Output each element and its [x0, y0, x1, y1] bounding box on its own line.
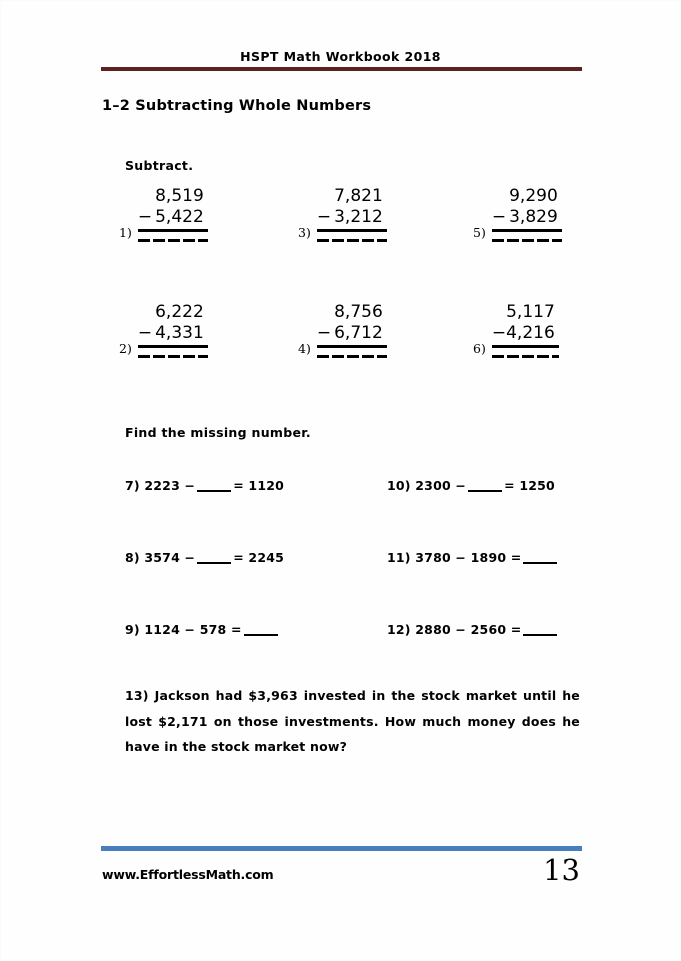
subtrahend: 3,829	[509, 206, 558, 227]
answer-blank[interactable]	[492, 239, 562, 242]
subtrahend: 3,212	[334, 206, 383, 227]
vertical-problem-5	[473, 186, 562, 242]
missing-number-blank[interactable]	[523, 634, 557, 636]
missing-number-problem-11	[387, 550, 559, 565]
missing-number-blank[interactable]	[523, 562, 557, 564]
expression-post: = 2245	[233, 550, 285, 565]
answer-blank[interactable]	[317, 239, 387, 242]
problem-number: 6)	[473, 341, 486, 357]
answer-blank[interactable]	[492, 355, 559, 358]
problem-stack	[492, 302, 559, 358]
word-problem-13: 13) Jackson had $3,963 invested in the stock market until he lost $2,171 on those investments. How much money does he have in the stock market now?	[125, 688, 580, 755]
problem-number: 7)	[125, 478, 140, 493]
expression-post: = 1250	[504, 478, 555, 493]
minus-operator: −	[316, 322, 332, 343]
subtrahend-row	[492, 323, 559, 344]
page-number: 13	[543, 853, 580, 887]
problem-stack	[492, 186, 562, 242]
problem-stack	[138, 186, 208, 242]
vertical-problem-6	[473, 302, 559, 358]
instruction-find-missing-number: Find the missing number.	[125, 425, 311, 440]
missing-number-problem-12	[387, 622, 559, 637]
minuend: 5,117	[506, 302, 555, 322]
expression-post: = 1120	[233, 478, 285, 493]
vertical-problem-4	[298, 302, 387, 358]
footer-website-url[interactable]: www.EffortlessMath.com	[102, 867, 274, 882]
expression-pre: 2300 −	[415, 478, 467, 493]
problem-number: 8)	[125, 550, 140, 565]
minus-operator: −	[491, 322, 507, 343]
minus-operator: −	[137, 322, 153, 343]
subtrahend: 5,422	[155, 206, 204, 227]
subtrahend-row	[138, 323, 208, 344]
expression-pre: 3780 − 1890 =	[415, 550, 522, 565]
problem-number: 11)	[387, 550, 411, 565]
subtrahend: 4,216	[506, 322, 555, 343]
expression-pre: 3574 −	[144, 550, 196, 565]
subtrahend: 6,712	[334, 322, 383, 343]
missing-number-problem-10	[387, 478, 555, 493]
subtrahend: 4,331	[155, 322, 204, 343]
problem-stack	[317, 186, 387, 242]
problem-number: 12)	[387, 622, 411, 637]
expression-pre: 1124 − 578 =	[144, 622, 242, 637]
header-rule	[101, 67, 582, 71]
minus-operator: −	[137, 206, 153, 227]
subtrahend-row	[317, 323, 387, 344]
answer-blank[interactable]	[317, 355, 387, 358]
missing-number-blank[interactable]	[197, 562, 231, 564]
answer-blank[interactable]	[138, 355, 208, 358]
problem-number: 3)	[298, 225, 311, 241]
minuend: 6,222	[155, 302, 204, 322]
footer-rule	[101, 846, 582, 851]
missing-number-problem-9	[125, 622, 280, 637]
vertical-problem-2	[119, 302, 208, 358]
missing-number-problem-7	[125, 478, 284, 493]
problem-number: 10)	[387, 478, 411, 493]
subtrahend-row	[138, 207, 208, 228]
subtraction-rule	[492, 229, 562, 232]
minuend: 8,756	[334, 302, 383, 322]
subtrahend-row	[492, 207, 562, 228]
vertical-problem-3	[298, 186, 387, 242]
running-head: HSPT Math Workbook 2018	[240, 49, 441, 64]
answer-blank[interactable]	[138, 239, 208, 242]
subtraction-rule	[317, 345, 387, 348]
subtrahend-row	[317, 207, 387, 228]
minus-operator: −	[491, 206, 507, 227]
minus-operator: −	[316, 206, 332, 227]
problem-number: 1)	[119, 225, 132, 241]
minuend: 8,519	[155, 186, 204, 206]
subtraction-rule	[138, 345, 208, 348]
expression-pre: 2880 − 2560 =	[415, 622, 522, 637]
problem-number: 4)	[298, 341, 311, 357]
missing-number-blank[interactable]	[197, 490, 231, 492]
missing-number-blank[interactable]	[244, 634, 278, 636]
minuend: 7,821	[334, 186, 383, 206]
missing-number-blank[interactable]	[468, 490, 502, 492]
minuend: 9,290	[509, 186, 558, 206]
subtraction-rule	[317, 229, 387, 232]
problem-stack	[138, 302, 208, 358]
instruction-subtract: Subtract.	[125, 158, 194, 173]
problem-number: 2)	[119, 341, 132, 357]
page-title: 1–2 Subtracting Whole Numbers	[102, 98, 372, 114]
expression-pre: 2223 −	[144, 478, 196, 493]
vertical-problem-1	[119, 186, 208, 242]
problem-number: 9)	[125, 622, 140, 637]
problem-number: 5)	[473, 225, 486, 241]
subtraction-rule	[492, 345, 559, 348]
problem-stack	[317, 302, 387, 358]
subtraction-rule	[138, 229, 208, 232]
missing-number-problem-8	[125, 550, 284, 565]
